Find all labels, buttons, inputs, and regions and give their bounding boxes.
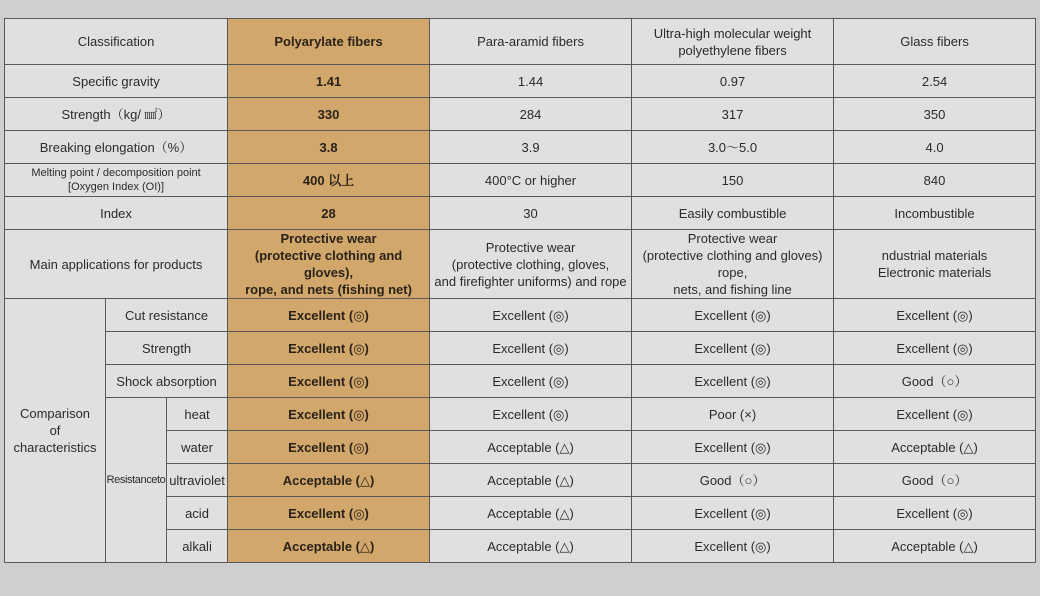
cell-value: Excellent (◎): [834, 299, 1036, 332]
cell-value: Excellent (◎): [834, 497, 1036, 530]
cell-applications: [632, 230, 834, 299]
melting-label-line2: [Oxygen Index (OI)]: [68, 181, 164, 193]
comparison-label-line: of: [49, 423, 61, 438]
cell-value: 1.44: [430, 65, 632, 98]
cell-value: 400 以上: [228, 164, 430, 197]
cell-value: Acceptable (△): [834, 530, 1036, 563]
cell-value: Good（○）: [834, 365, 1036, 398]
row-label: Shock absorption: [106, 365, 228, 398]
cell-value: Excellent (◎): [632, 299, 834, 332]
cell-value: Excellent (◎): [228, 299, 430, 332]
cell-value: Good（○）: [632, 464, 834, 497]
cell-value: Excellent (◎): [228, 497, 430, 530]
app-line: Protective wear: [687, 231, 778, 246]
cell-value: 3.0〜5.0: [632, 131, 834, 164]
cell-value: 2.54: [834, 65, 1036, 98]
cell-value: Poor (×): [632, 398, 834, 431]
row-label: Breaking elongation（%）: [5, 131, 228, 164]
cell-value: Excellent (◎): [430, 332, 632, 365]
cell-value: 400°C or higher: [430, 164, 632, 197]
table-row: [5, 365, 1036, 398]
app-line: Protective wear: [485, 239, 576, 255]
table-row: [5, 197, 1036, 230]
cell-value: 840: [834, 164, 1036, 197]
row-label: Strength（kg/ ㎟）: [5, 98, 228, 131]
cell-value: 1.41: [228, 65, 430, 98]
cell-applications: [834, 230, 1036, 299]
cell-value: Excellent (◎): [430, 299, 632, 332]
cell-value: 150: [632, 164, 834, 197]
row-label: Main applications for products: [5, 230, 228, 299]
cell-value: Excellent (◎): [632, 431, 834, 464]
cell-value: Good（○）: [834, 464, 1036, 497]
cell-value: Acceptable (△): [430, 431, 632, 464]
cell-value: Excellent (◎): [228, 365, 430, 398]
cell-value: 317: [632, 98, 834, 131]
header-classification: Classification: [5, 19, 228, 65]
header-glass: Glass fibers: [834, 19, 1036, 65]
cell-value: Acceptable (△): [430, 497, 632, 530]
table-row: [5, 164, 1036, 197]
app-line: rope, and nets (fishing net): [245, 282, 412, 297]
cell-value: Acceptable (△): [430, 464, 632, 497]
header-para-aramid: Para-aramid fibers: [430, 19, 632, 65]
app-line: Protective wear: [280, 231, 377, 246]
cell-value: 0.97: [632, 65, 834, 98]
app-line: Electronic materials: [877, 265, 992, 280]
cell-value: Excellent (◎): [834, 332, 1036, 365]
cell-value: Acceptable (△): [228, 464, 430, 497]
row-label: heat: [167, 398, 228, 431]
app-line: nets, and fishing line: [673, 282, 792, 297]
cell-value: Excellent (◎): [430, 365, 632, 398]
table-row: [5, 398, 1036, 431]
table-row: [5, 299, 1036, 332]
resistance-group-label: Resistanceto: [106, 398, 167, 563]
cell-value: Excellent (◎): [228, 398, 430, 431]
cell-value: 3.8: [228, 131, 430, 164]
cell-value: 350: [834, 98, 1036, 131]
cell-value: 330: [228, 98, 430, 131]
cell-value: Acceptable (△): [228, 530, 430, 563]
row-label: Cut resistance: [106, 299, 228, 332]
table-row: [5, 131, 1036, 164]
header-row: [5, 19, 1036, 65]
header-polyarylate: Polyarylate fibers: [228, 19, 430, 65]
cell-value: Incombustible: [834, 197, 1036, 230]
row-label: acid: [167, 497, 228, 530]
cell-value: Excellent (◎): [632, 497, 834, 530]
fiber-comparison-table: [4, 18, 1036, 563]
table-row: [5, 332, 1036, 365]
app-line: (protective clothing and gloves) rope,: [642, 248, 823, 280]
row-label: [5, 164, 228, 197]
comparison-label-line: characteristics: [13, 440, 97, 455]
cell-value: 3.9: [430, 131, 632, 164]
cell-applications: [228, 230, 430, 299]
app-line: (protective clothing and gloves),: [254, 248, 403, 280]
melting-label-line1: Melting point / decomposition point: [31, 167, 201, 179]
cell-value: 4.0: [834, 131, 1036, 164]
cell-value: Acceptable (△): [834, 431, 1036, 464]
cell-value: Excellent (◎): [834, 398, 1036, 431]
cell-value: 30: [430, 197, 632, 230]
row-label: alkali: [167, 530, 228, 563]
row-label: ultraviolet: [167, 464, 228, 497]
cell-value: Excellent (◎): [430, 398, 632, 431]
comparison-group-label: [5, 299, 106, 563]
cell-value: Excellent (◎): [632, 530, 834, 563]
row-label: water: [167, 431, 228, 464]
table-row: [5, 98, 1036, 131]
table-row: [5, 230, 1036, 299]
cell-value: Acceptable (△): [430, 530, 632, 563]
cell-value: Excellent (◎): [632, 365, 834, 398]
cell-value: Excellent (◎): [228, 332, 430, 365]
cell-value: Excellent (◎): [228, 431, 430, 464]
cell-value: 28: [228, 197, 430, 230]
cell-value: Excellent (◎): [632, 332, 834, 365]
row-label: Index: [5, 197, 228, 230]
header-uhmwpe-line1: Ultra-high molecular weight: [653, 25, 812, 41]
app-line: and firefighter uniforms) and rope: [434, 273, 627, 289]
header-uhmwpe-line2: polyethylene fibers: [678, 42, 787, 58]
cell-value: 284: [430, 98, 632, 131]
fiber-comparison-table-frame: [4, 18, 1035, 573]
row-label: Specific gravity: [5, 65, 228, 98]
header-uhmwpe: [632, 19, 834, 65]
cell-value: Easily combustible: [632, 197, 834, 230]
table-row: [5, 65, 1036, 98]
row-label: Strength: [106, 332, 228, 365]
app-line: (protective clothing, gloves,: [451, 256, 610, 272]
cell-applications: [430, 230, 632, 299]
app-line: ndustrial materials: [881, 248, 988, 263]
comparison-label-line: Comparison: [19, 406, 91, 421]
